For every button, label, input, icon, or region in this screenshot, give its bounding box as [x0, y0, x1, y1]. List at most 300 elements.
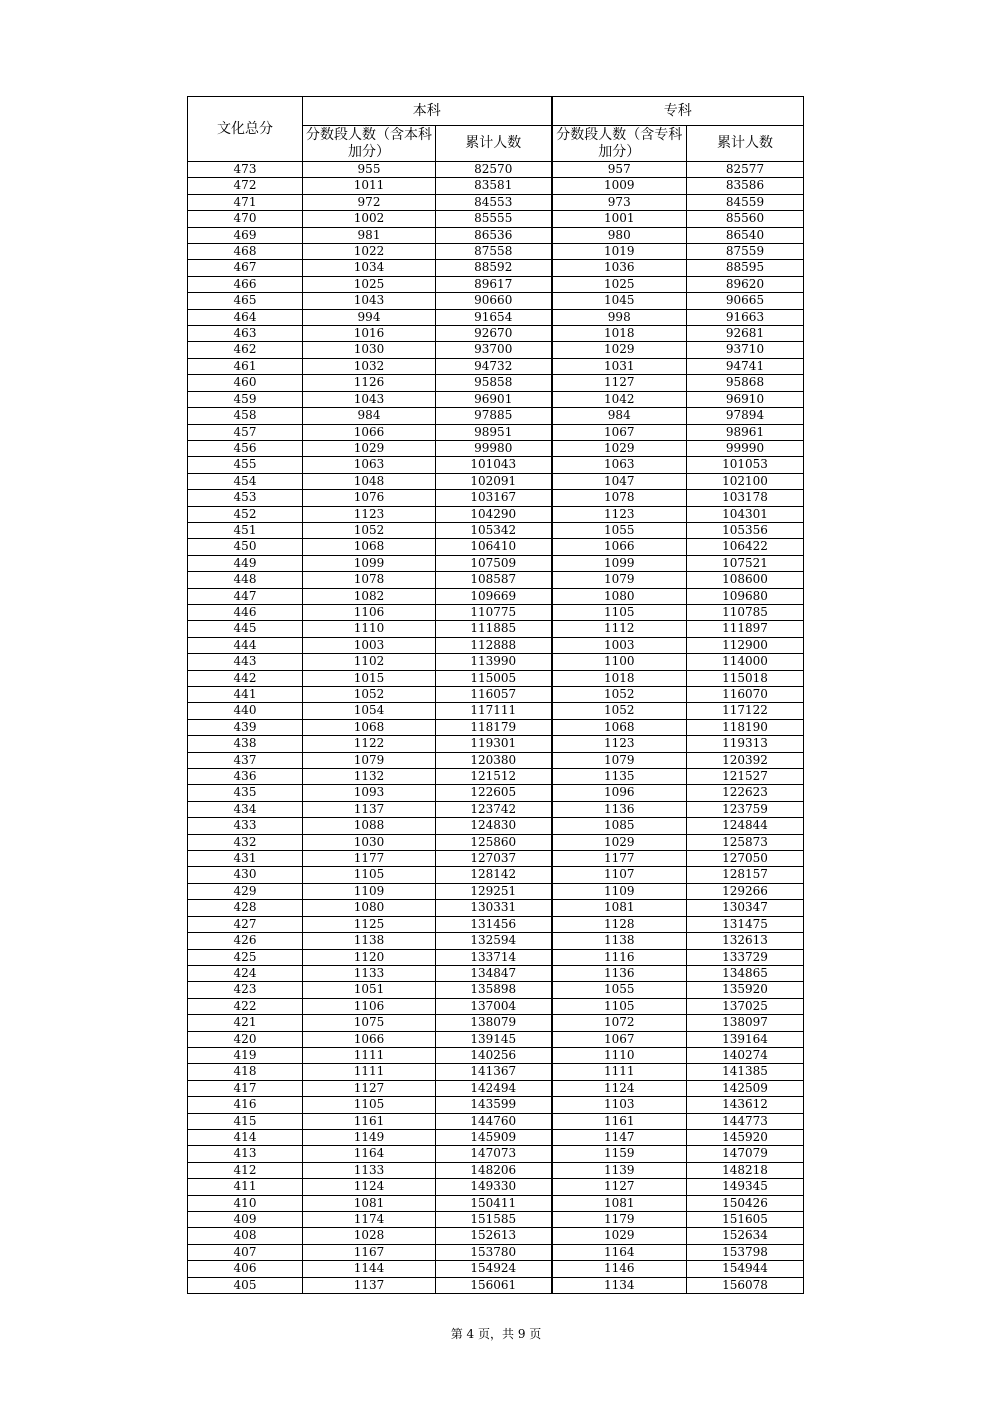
undergrad-count-cell: 1106	[303, 604, 436, 620]
score-cell: 446	[188, 604, 303, 620]
score-cell: 416	[188, 1097, 303, 1113]
junior-cumulative-cell: 117122	[687, 703, 804, 719]
undergrad-count-cell: 1016	[303, 326, 436, 342]
header-group-junior: 专科	[552, 97, 804, 126]
undergrad-count-cell: 1161	[303, 1113, 436, 1129]
undergrad-count-cell: 1122	[303, 736, 436, 752]
table-row	[188, 375, 804, 391]
score-cell: 448	[188, 572, 303, 588]
table-row	[188, 1129, 804, 1145]
score-cell: 470	[188, 211, 303, 227]
score-cell: 407	[188, 1244, 303, 1260]
score-cell: 438	[188, 736, 303, 752]
undergrad-cumulative-cell: 115005	[436, 670, 552, 686]
score-cell: 427	[188, 916, 303, 932]
junior-count-cell: 1009	[552, 178, 687, 194]
table-row	[188, 1146, 804, 1162]
table-row	[188, 408, 804, 424]
table-row	[188, 244, 804, 260]
junior-cumulative-cell: 116070	[687, 687, 804, 703]
table-row	[188, 1244, 804, 1260]
junior-cumulative-cell: 105356	[687, 522, 804, 538]
score-cell: 443	[188, 654, 303, 670]
junior-cumulative-cell: 120392	[687, 752, 804, 768]
undergrad-count-cell: 1032	[303, 358, 436, 374]
table-body	[188, 162, 804, 1294]
table-row	[188, 457, 804, 473]
score-cell: 468	[188, 244, 303, 260]
undergrad-cumulative-cell: 87558	[436, 244, 552, 260]
table-row	[188, 834, 804, 850]
undergrad-cumulative-cell: 82570	[436, 162, 552, 178]
undergrad-cumulative-cell: 153780	[436, 1244, 552, 1260]
table-row	[188, 1064, 804, 1080]
score-cell: 420	[188, 1031, 303, 1047]
junior-cumulative-cell: 154944	[687, 1261, 804, 1277]
junior-count-cell: 1124	[552, 1080, 687, 1096]
junior-cumulative-cell: 134865	[687, 965, 804, 981]
score-cell: 425	[188, 949, 303, 965]
junior-count-cell: 1096	[552, 785, 687, 801]
table-row	[188, 916, 804, 932]
junior-count-cell: 1109	[552, 883, 687, 899]
junior-count-cell: 1031	[552, 358, 687, 374]
table-row	[188, 440, 804, 456]
undergrad-cumulative-cell: 99980	[436, 440, 552, 456]
undergrad-cumulative-cell: 145909	[436, 1129, 552, 1145]
junior-cumulative-cell: 91663	[687, 309, 804, 325]
table-row	[188, 752, 804, 768]
junior-count-cell: 1116	[552, 949, 687, 965]
score-cell: 414	[188, 1129, 303, 1145]
table-row	[188, 769, 804, 785]
score-cell: 413	[188, 1146, 303, 1162]
table-row	[188, 719, 804, 735]
junior-count-cell: 1066	[552, 539, 687, 555]
table-row	[188, 162, 804, 178]
junior-cumulative-cell: 87559	[687, 244, 804, 260]
score-cell: 472	[188, 178, 303, 194]
table-row	[188, 621, 804, 637]
junior-count-cell: 1179	[552, 1212, 687, 1228]
junior-cumulative-cell: 127050	[687, 851, 804, 867]
undergrad-count-cell: 1138	[303, 933, 436, 949]
undergrad-cumulative-cell: 147073	[436, 1146, 552, 1162]
undergrad-count-cell: 1105	[303, 1097, 436, 1113]
junior-cumulative-cell: 129266	[687, 883, 804, 899]
undergrad-cumulative-cell: 125860	[436, 834, 552, 850]
junior-count-cell: 1085	[552, 818, 687, 834]
table-row	[188, 1261, 804, 1277]
undergrad-count-cell: 1137	[303, 1277, 436, 1293]
junior-cumulative-cell: 148218	[687, 1162, 804, 1178]
undergrad-cumulative-cell: 120380	[436, 752, 552, 768]
junior-count-cell: 1067	[552, 1031, 687, 1047]
undergrad-count-cell: 1106	[303, 998, 436, 1014]
junior-cumulative-cell: 114000	[687, 654, 804, 670]
table-row	[188, 1228, 804, 1244]
undergrad-count-cell: 1051	[303, 982, 436, 998]
table-row	[188, 637, 804, 653]
undergrad-cumulative-cell: 138079	[436, 1015, 552, 1031]
undergrad-cumulative-cell: 116057	[436, 687, 552, 703]
header-junior-count: 分数段人数（含专科加分）	[552, 126, 687, 162]
table-row	[188, 1195, 804, 1211]
undergrad-count-cell: 972	[303, 194, 436, 210]
junior-cumulative-cell: 104301	[687, 506, 804, 522]
junior-count-cell: 1055	[552, 522, 687, 538]
junior-cumulative-cell: 137025	[687, 998, 804, 1014]
undergrad-cumulative-cell: 98951	[436, 424, 552, 440]
score-cell: 461	[188, 358, 303, 374]
table-row	[188, 194, 804, 210]
table-row	[188, 293, 804, 309]
undergrad-cumulative-cell: 156061	[436, 1277, 552, 1293]
undergrad-cumulative-cell: 94732	[436, 358, 552, 374]
score-cell: 435	[188, 785, 303, 801]
junior-count-cell: 1128	[552, 916, 687, 932]
junior-cumulative-cell: 125873	[687, 834, 804, 850]
undergrad-count-cell: 1110	[303, 621, 436, 637]
junior-count-cell: 984	[552, 408, 687, 424]
undergrad-count-cell: 1111	[303, 1047, 436, 1063]
undergrad-count-cell: 1011	[303, 178, 436, 194]
junior-count-cell: 1045	[552, 293, 687, 309]
table-row	[188, 539, 804, 555]
junior-count-cell: 1067	[552, 424, 687, 440]
junior-cumulative-cell: 133729	[687, 949, 804, 965]
undergrad-count-cell: 1068	[303, 539, 436, 555]
undergrad-cumulative-cell: 105342	[436, 522, 552, 538]
undergrad-cumulative-cell: 151585	[436, 1212, 552, 1228]
junior-count-cell: 1134	[552, 1277, 687, 1293]
junior-cumulative-cell: 110785	[687, 604, 804, 620]
junior-cumulative-cell: 144773	[687, 1113, 804, 1129]
undergrad-cumulative-cell: 118179	[436, 719, 552, 735]
score-cell: 463	[188, 326, 303, 342]
score-cell: 467	[188, 260, 303, 276]
undergrad-count-cell: 1177	[303, 851, 436, 867]
junior-count-cell: 1100	[552, 654, 687, 670]
junior-count-cell: 1068	[552, 719, 687, 735]
undergrad-cumulative-cell: 141367	[436, 1064, 552, 1080]
table-row	[188, 588, 804, 604]
undergrad-count-cell: 1124	[303, 1179, 436, 1195]
score-cell: 469	[188, 227, 303, 243]
junior-cumulative-cell: 128157	[687, 867, 804, 883]
undergrad-cumulative-cell: 123742	[436, 801, 552, 817]
score-cell: 459	[188, 391, 303, 407]
junior-count-cell: 1078	[552, 490, 687, 506]
undergrad-cumulative-cell: 106410	[436, 539, 552, 555]
junior-cumulative-cell: 123759	[687, 801, 804, 817]
undergrad-cumulative-cell: 91654	[436, 309, 552, 325]
score-cell: 454	[188, 473, 303, 489]
junior-cumulative-cell: 147079	[687, 1146, 804, 1162]
score-cell: 428	[188, 900, 303, 916]
undergrad-count-cell: 1149	[303, 1129, 436, 1145]
score-cell: 426	[188, 933, 303, 949]
junior-cumulative-cell: 101053	[687, 457, 804, 473]
junior-count-cell: 1164	[552, 1244, 687, 1260]
undergrad-count-cell: 984	[303, 408, 436, 424]
undergrad-cumulative-cell: 117111	[436, 703, 552, 719]
table-row	[188, 1212, 804, 1228]
table-row	[188, 555, 804, 571]
undergrad-cumulative-cell: 137004	[436, 998, 552, 1014]
score-cell: 445	[188, 621, 303, 637]
table-row	[188, 982, 804, 998]
undergrad-cumulative-cell: 124830	[436, 818, 552, 834]
header-undergrad-cumulative: 累计人数	[436, 126, 552, 162]
junior-cumulative-cell: 107521	[687, 555, 804, 571]
score-cell: 458	[188, 408, 303, 424]
undergrad-count-cell: 1028	[303, 1228, 436, 1244]
table-row	[188, 1031, 804, 1047]
undergrad-cumulative-cell: 108587	[436, 572, 552, 588]
junior-cumulative-cell: 85560	[687, 211, 804, 227]
junior-count-cell: 1123	[552, 736, 687, 752]
undergrad-cumulative-cell: 119301	[436, 736, 552, 752]
junior-cumulative-cell: 97894	[687, 408, 804, 424]
undergrad-count-cell: 1030	[303, 834, 436, 850]
table-row	[188, 867, 804, 883]
junior-count-cell: 1055	[552, 982, 687, 998]
table-row	[188, 178, 804, 194]
junior-count-cell: 1105	[552, 998, 687, 1014]
score-cell: 464	[188, 309, 303, 325]
score-cell: 410	[188, 1195, 303, 1211]
junior-cumulative-cell: 95868	[687, 375, 804, 391]
junior-cumulative-cell: 150426	[687, 1195, 804, 1211]
score-cell: 406	[188, 1261, 303, 1277]
undergrad-cumulative-cell: 139145	[436, 1031, 552, 1047]
undergrad-cumulative-cell: 86536	[436, 227, 552, 243]
score-cell: 440	[188, 703, 303, 719]
undergrad-cumulative-cell: 102091	[436, 473, 552, 489]
junior-cumulative-cell: 98961	[687, 424, 804, 440]
undergrad-count-cell: 1144	[303, 1261, 436, 1277]
junior-count-cell: 1025	[552, 276, 687, 292]
table-row	[188, 424, 804, 440]
junior-cumulative-cell: 152634	[687, 1228, 804, 1244]
junior-count-cell: 1127	[552, 375, 687, 391]
table-row	[188, 260, 804, 276]
junior-count-cell: 1047	[552, 473, 687, 489]
undergrad-count-cell: 1066	[303, 424, 436, 440]
undergrad-count-cell: 1043	[303, 391, 436, 407]
undergrad-count-cell: 1080	[303, 900, 436, 916]
undergrad-cumulative-cell: 128142	[436, 867, 552, 883]
undergrad-count-cell: 1043	[303, 293, 436, 309]
undergrad-count-cell: 1025	[303, 276, 436, 292]
score-cell: 411	[188, 1179, 303, 1195]
score-distribution-table	[187, 96, 804, 1294]
undergrad-count-cell: 1126	[303, 375, 436, 391]
table-row	[188, 1047, 804, 1063]
table-row	[188, 736, 804, 752]
undergrad-count-cell: 1099	[303, 555, 436, 571]
junior-count-cell: 1081	[552, 900, 687, 916]
junior-count-cell: 1001	[552, 211, 687, 227]
junior-count-cell: 1136	[552, 801, 687, 817]
score-cell: 442	[188, 670, 303, 686]
undergrad-count-cell: 1102	[303, 654, 436, 670]
table-row	[188, 965, 804, 981]
junior-count-cell: 1029	[552, 342, 687, 358]
junior-count-cell: 1159	[552, 1146, 687, 1162]
undergrad-count-cell: 1132	[303, 769, 436, 785]
score-cell: 452	[188, 506, 303, 522]
score-cell: 436	[188, 769, 303, 785]
score-cell: 460	[188, 375, 303, 391]
table-row	[188, 473, 804, 489]
score-cell: 429	[188, 883, 303, 899]
undergrad-cumulative-cell: 85555	[436, 211, 552, 227]
undergrad-count-cell: 1066	[303, 1031, 436, 1047]
junior-count-cell: 1081	[552, 1195, 687, 1211]
table-row	[188, 391, 804, 407]
undergrad-cumulative-cell: 95858	[436, 375, 552, 391]
junior-count-cell: 1052	[552, 687, 687, 703]
undergrad-cumulative-cell: 129251	[436, 883, 552, 899]
table-row	[188, 1097, 804, 1113]
junior-count-cell: 1139	[552, 1162, 687, 1178]
table-row	[188, 604, 804, 620]
undergrad-cumulative-cell: 89617	[436, 276, 552, 292]
score-cell: 449	[188, 555, 303, 571]
table-row	[188, 572, 804, 588]
junior-cumulative-cell: 83586	[687, 178, 804, 194]
undergrad-count-cell: 1125	[303, 916, 436, 932]
table-row	[188, 1162, 804, 1178]
junior-count-cell: 1138	[552, 933, 687, 949]
undergrad-cumulative-cell: 90660	[436, 293, 552, 309]
score-cell: 451	[188, 522, 303, 538]
undergrad-count-cell: 1164	[303, 1146, 436, 1162]
score-cell: 409	[188, 1212, 303, 1228]
undergrad-cumulative-cell: 144760	[436, 1113, 552, 1129]
undergrad-count-cell: 1111	[303, 1064, 436, 1080]
score-cell: 447	[188, 588, 303, 604]
undergrad-cumulative-cell: 103167	[436, 490, 552, 506]
junior-cumulative-cell: 93710	[687, 342, 804, 358]
undergrad-cumulative-cell: 149330	[436, 1179, 552, 1195]
score-cell: 455	[188, 457, 303, 473]
junior-cumulative-cell: 131475	[687, 916, 804, 932]
undergrad-cumulative-cell: 130331	[436, 900, 552, 916]
score-cell: 453	[188, 490, 303, 506]
junior-cumulative-cell: 86540	[687, 227, 804, 243]
undergrad-cumulative-cell: 122605	[436, 785, 552, 801]
junior-count-cell: 998	[552, 309, 687, 325]
header-score: 文化总分	[188, 97, 303, 162]
table-row	[188, 654, 804, 670]
score-cell: 422	[188, 998, 303, 1014]
undergrad-count-cell: 1022	[303, 244, 436, 260]
score-cell: 417	[188, 1080, 303, 1096]
table-row	[188, 490, 804, 506]
undergrad-cumulative-cell: 113990	[436, 654, 552, 670]
undergrad-count-cell: 1076	[303, 490, 436, 506]
junior-cumulative-cell: 156078	[687, 1277, 804, 1293]
junior-count-cell: 1111	[552, 1064, 687, 1080]
undergrad-cumulative-cell: 131456	[436, 916, 552, 932]
undergrad-cumulative-cell: 135898	[436, 982, 552, 998]
undergrad-cumulative-cell: 84553	[436, 194, 552, 210]
undergrad-count-cell: 1075	[303, 1015, 436, 1031]
undergrad-cumulative-cell: 104290	[436, 506, 552, 522]
undergrad-count-cell: 1052	[303, 522, 436, 538]
undergrad-count-cell: 981	[303, 227, 436, 243]
junior-cumulative-cell: 115018	[687, 670, 804, 686]
junior-count-cell: 973	[552, 194, 687, 210]
header-junior-cumulative: 累计人数	[687, 126, 804, 162]
junior-cumulative-cell: 102100	[687, 473, 804, 489]
junior-cumulative-cell: 124844	[687, 818, 804, 834]
undergrad-cumulative-cell: 109669	[436, 588, 552, 604]
junior-count-cell: 1029	[552, 1228, 687, 1244]
undergrad-count-cell: 1088	[303, 818, 436, 834]
table-row	[188, 883, 804, 899]
table-row	[188, 1179, 804, 1195]
junior-count-cell: 1112	[552, 621, 687, 637]
score-cell: 465	[188, 293, 303, 309]
table-row	[188, 687, 804, 703]
junior-count-cell: 957	[552, 162, 687, 178]
junior-cumulative-cell: 141385	[687, 1064, 804, 1080]
undergrad-cumulative-cell: 111885	[436, 621, 552, 637]
score-cell: 471	[188, 194, 303, 210]
score-cell: 412	[188, 1162, 303, 1178]
junior-cumulative-cell: 96910	[687, 391, 804, 407]
junior-count-cell: 1146	[552, 1261, 687, 1277]
junior-count-cell: 1029	[552, 834, 687, 850]
junior-count-cell: 1177	[552, 851, 687, 867]
undergrad-count-cell: 955	[303, 162, 436, 178]
score-cell: 457	[188, 424, 303, 440]
score-cell: 408	[188, 1228, 303, 1244]
undergrad-cumulative-cell: 112888	[436, 637, 552, 653]
score-cell: 424	[188, 965, 303, 981]
undergrad-cumulative-cell: 148206	[436, 1162, 552, 1178]
junior-cumulative-cell: 111897	[687, 621, 804, 637]
score-cell: 405	[188, 1277, 303, 1293]
junior-count-cell: 1147	[552, 1129, 687, 1145]
junior-count-cell: 1079	[552, 572, 687, 588]
undergrad-cumulative-cell: 93700	[436, 342, 552, 358]
junior-cumulative-cell: 130347	[687, 900, 804, 916]
undergrad-count-cell: 1105	[303, 867, 436, 883]
score-cell: 466	[188, 276, 303, 292]
junior-cumulative-cell: 121527	[687, 769, 804, 785]
junior-cumulative-cell: 84559	[687, 194, 804, 210]
junior-cumulative-cell: 89620	[687, 276, 804, 292]
junior-cumulative-cell: 151605	[687, 1212, 804, 1228]
table-row	[188, 998, 804, 1014]
undergrad-cumulative-cell: 133714	[436, 949, 552, 965]
undergrad-cumulative-cell: 107509	[436, 555, 552, 571]
junior-count-cell: 1136	[552, 965, 687, 981]
undergrad-cumulative-cell: 150411	[436, 1195, 552, 1211]
table-row	[188, 358, 804, 374]
undergrad-count-cell: 1052	[303, 687, 436, 703]
undergrad-count-cell: 1127	[303, 1080, 436, 1096]
table-row	[188, 851, 804, 867]
score-cell: 415	[188, 1113, 303, 1129]
page-footer: 第 4 页，共 9 页	[450, 1327, 542, 1341]
undergrad-count-cell: 1078	[303, 572, 436, 588]
